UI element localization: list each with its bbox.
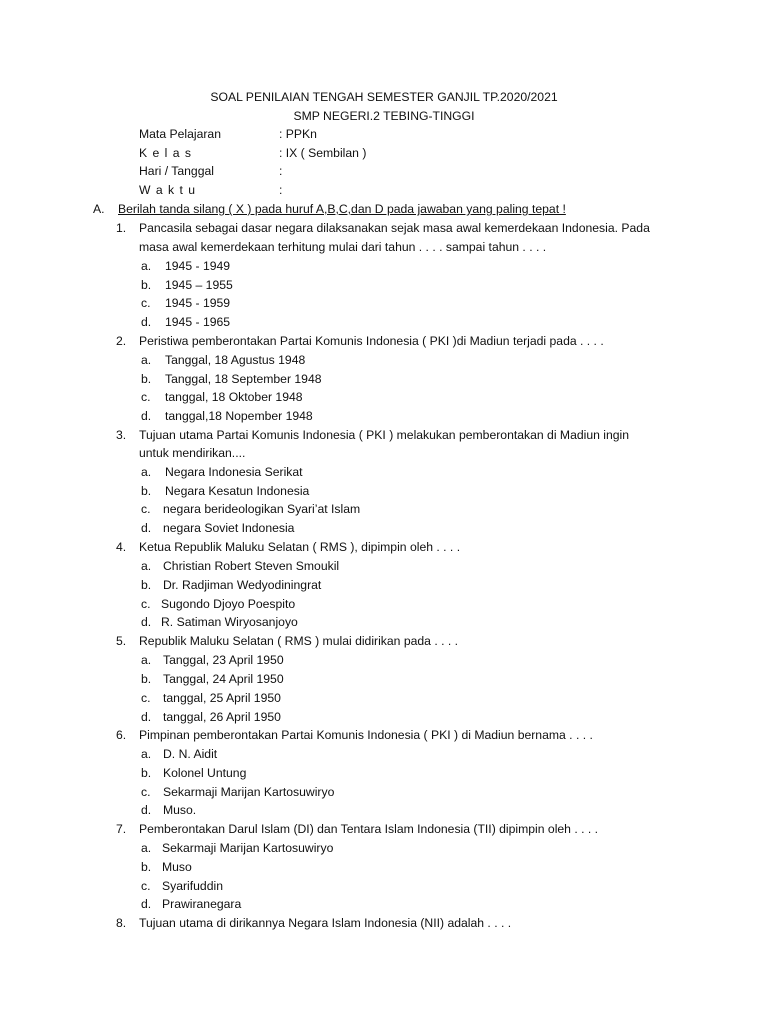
option-text: Prawiranegara [162, 897, 242, 911]
info-value-time: : [279, 183, 283, 197]
option-letter: d. [141, 803, 152, 817]
option-text: Negara Indonesia Serikat [165, 465, 303, 479]
option-text: 1945 - 1965 [165, 315, 231, 329]
question-text: Pemberontakan Darul Islam (DI) dan Tentara Islam Indonesia (TII) dipimpin oleh . . . . [139, 822, 599, 836]
option-letter: c. [141, 390, 151, 404]
option-letter: d. [141, 710, 152, 724]
option-letter: c. [141, 502, 151, 516]
option-text: Sekarmaji Marijan Kartosuwiryo [162, 841, 334, 855]
school-name: SMP NEGERI.2 TEBING-TINGGI [293, 109, 475, 123]
question-text: Pancasila sebagai dasar negara dilaksanakan sejak masa awal kemerdekaan Indonesia. Pada [139, 221, 650, 235]
option-text: Muso. [163, 803, 197, 817]
option-text: Tanggal, 23 April 1950 [163, 653, 284, 667]
question-number: 6. [116, 728, 127, 742]
option-letter: d. [141, 315, 152, 329]
option-letter: b. [141, 860, 152, 874]
option-letter: c. [141, 597, 151, 611]
info-label-time: W a k t u [139, 183, 197, 197]
option-letter: d. [141, 409, 152, 423]
option-text: Tanggal, 18 Agustus 1948 [165, 353, 306, 367]
section-instruction: Berilah tanda silang ( X ) pada huruf A,B,C,dan D pada jawaban yang paling tepat ! [118, 202, 566, 216]
exam-title: SOAL PENILAIAN TENGAH SEMESTER GANJIL TP.2020/2021 [210, 90, 558, 104]
question-text: Tujuan utama di dirikannya Negara Islam Indonesia (NII) adalah . . . . [139, 916, 512, 930]
option-letter: a. [141, 559, 152, 573]
option-text: Sugondo Djoyo Poespito [161, 597, 296, 611]
question-text: Ketua Republik Maluku Selatan ( RMS ), dipimpin oleh . . . . [139, 540, 461, 554]
info-label-date: Hari / Tanggal [139, 164, 214, 178]
option-text: negara berideologikan Syari’at Islam [163, 502, 361, 516]
option-text: Christian Robert Steven Smoukil [163, 559, 340, 573]
option-text: Kolonel Untung [163, 766, 247, 780]
option-text: Syarifuddin [162, 879, 223, 893]
option-text: 1945 – 1955 [165, 278, 233, 292]
option-letter: a. [141, 841, 152, 855]
option-text: tanggal, 26 April 1950 [163, 710, 281, 724]
question-text: Pimpinan pemberontakan Partai Komunis Indonesia ( PKI ) di Madiun bernama . . . . [139, 728, 593, 742]
option-text: negara Soviet Indonesia [163, 521, 295, 535]
question-number: 5. [116, 634, 127, 648]
question-text: Tujuan utama Partai Komunis Indonesia ( PKI ) melakukan pemberontakan di Madiun ingin [139, 428, 630, 442]
option-text: 1945 - 1959 [165, 296, 231, 310]
option-letter: c. [141, 879, 151, 893]
option-letter: d. [141, 521, 152, 535]
option-letter: c. [141, 691, 151, 705]
option-text: tanggal, 18 Oktober 1948 [165, 390, 303, 404]
option-letter: d. [141, 615, 152, 629]
option-letter: a. [141, 353, 152, 367]
option-letter: d. [141, 897, 152, 911]
option-letter: c. [141, 296, 151, 310]
question-text: Republik Maluku Selatan ( RMS ) mulai didirikan pada . . . . [139, 634, 459, 648]
option-letter: a. [141, 259, 152, 273]
info-value-subject: : PPKn [279, 127, 317, 141]
option-text: D. N. Aidit [163, 747, 218, 761]
info-value-class: : IX ( Sembilan ) [279, 146, 367, 160]
question-number: 8. [116, 916, 127, 930]
option-letter: b. [141, 578, 152, 592]
question-number: 4. [116, 540, 127, 554]
option-text: Tanggal, 18 September 1948 [165, 372, 322, 386]
option-text: Negara Kesatun Indonesia [165, 484, 310, 498]
option-letter: b. [141, 278, 152, 292]
option-letter: a. [141, 747, 152, 761]
section-letter: A. [93, 202, 105, 216]
option-text: 1945 - 1949 [165, 259, 231, 273]
option-text: Muso [162, 860, 192, 874]
option-text: Dr. Radjiman Wedyodiningrat [163, 578, 322, 592]
option-text: tanggal,18 Nopember 1948 [165, 409, 313, 423]
question-text: Peristiwa pemberontakan Partai Komunis Indonesia ( PKI )di Madiun terjadi pada . . . . [139, 334, 604, 348]
question-text: masa awal kemerdekaan terhitung mulai dari tahun . . . . sampai tahun . . . . [139, 240, 547, 254]
option-text: Tanggal, 24 April 1950 [163, 672, 284, 686]
option-letter: b. [141, 372, 152, 386]
question-number: 1. [116, 221, 127, 235]
option-letter: c. [141, 785, 151, 799]
question-number: 7. [116, 822, 127, 836]
info-value-date: : [279, 164, 283, 178]
question-text: untuk mendirikan.... [139, 446, 246, 460]
question-number: 2. [116, 334, 127, 348]
option-letter: b. [141, 484, 152, 498]
question-number: 3. [116, 428, 127, 442]
option-letter: b. [141, 672, 152, 686]
option-letter: a. [141, 653, 152, 667]
option-text: tanggal, 25 April 1950 [163, 691, 281, 705]
info-label-subject: Mata Pelajaran [139, 127, 221, 141]
option-text: R. Satiman Wiryosanjoyo [161, 615, 298, 629]
option-letter: a. [141, 465, 152, 479]
option-text: Sekarmaji Marijan Kartosuwiryo [163, 785, 335, 799]
info-label-class: K e l a s [139, 146, 193, 160]
option-letter: b. [141, 766, 152, 780]
